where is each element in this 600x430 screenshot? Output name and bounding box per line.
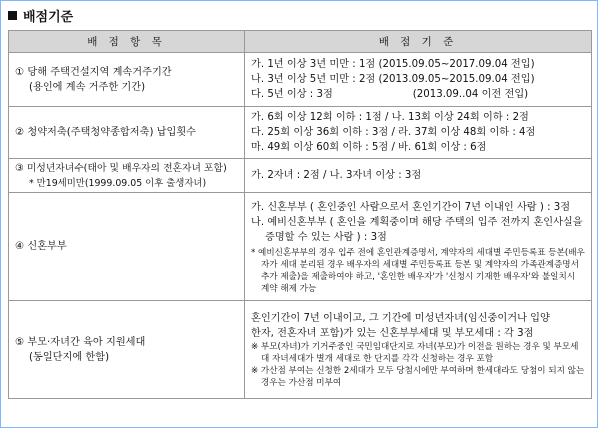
row-item [9,107,245,159]
row-item-text: ③ 미성년자녀수(태아 및 배우자의 전혼자녀 포함) [15,162,227,174]
table-header-row [9,31,592,53]
criteria-line: 증명할 수 있는 사람 ) : 3점 [265,231,387,243]
criteria-line [251,87,585,102]
row-item-text: ① 당해 주택건설지역 계속거주기간 [15,66,172,78]
row-item-text: ④ 신혼부부 [15,241,67,252]
criteria-note: ※ 가산점 부여는 신청한 2세대가 모두 당첨시에만 부여하며 한세대라도 당첨이 되지 않는 경우는 가산점 미부여 [251,365,585,388]
row-criteria [245,193,592,301]
row-item-text: ② 청약저축(주택청약종합저축) 납입횟수 [15,127,197,138]
row-criteria [245,107,592,159]
section-title [8,6,73,25]
criteria-line: 다. 25회 이상 36회 이하 : 3점 / 라. 37회 이상 48회 이하 : 4점 [251,127,536,138]
row-item [9,159,245,193]
row-item [9,193,245,301]
header-item: 배 점 항 목 [9,31,245,53]
row-item-subtext: (동일단지에 한함) [29,351,110,363]
criteria-line: 가. 2자녀 : 2점 / 나. 3자녀 이상 : 3점 [251,170,422,181]
square-bullet-icon [8,11,17,20]
criteria-line-b: (2013.09..04 이전 전입) [412,89,529,100]
table-row [9,301,592,399]
criteria-note: * 예비신혼부부의 경우 입주 전에 혼인관계증명서, 계약자의 세대별 주민등록표 등본(배우자가 세대 분리된 경우 배우자의 세대별 주민등록표 등본 및 계약자의 가족관계증명서 추가 제출)을 제출하여야 하고, '혼인한 배우자'가 '신청시 기재한 배우자'와 불일치시 계약 해제 가능 [251,247,585,294]
row-criteria [245,159,592,193]
row-criteria [245,53,592,107]
table-row [9,159,592,193]
criteria-line: 한자, 전혼자녀 포함)가 있는 신혼부부세대 및 부모세대 : 각 3점 [251,327,534,339]
criteria-line: 가. 1년 이상 3년 미만 : 1점 (2015.09.05~2017.09.04 전입) [251,59,535,70]
criteria-line-a: 다. 5년 이상 : 3점 [251,89,333,100]
criteria-line: 마. 49회 이상 60회 이하 : 5점 / 바. 61회 이상 : 6점 [251,142,487,153]
header-criteria: 배 점 기 준 [245,31,592,53]
criteria-line: 가. 신혼부부 ( 혼인중인 사람으로서 혼인기간이 7년 이내인 사람 ) : 3점 [251,201,571,213]
section-title-text: 배점기준 [23,10,74,25]
row-criteria [245,301,592,399]
table-row [9,107,592,159]
criteria-line: 나. 3년 이상 5년 미만 : 2점 (2013.09.05~2015.09.04 전입) [251,74,535,85]
row-item-text: ⑤ 부모·자녀간 육아 지원세대 [15,336,146,348]
row-item [9,53,245,107]
criteria-line: 혼인기간이 7년 이내이고, 그 기간에 미성년자녀(임신중이거나 입양 [251,312,550,324]
row-item [9,301,245,399]
scoring-table [8,30,592,399]
criteria-note: ※ 부모(자녀)가 기거주중인 국민임대단지로 자녀(부모)가 이전을 원하는 경우 및 부모세대 자녀세대가 별개 세대로 한 단지를 각각 신청하는 경우 포함 [251,341,579,364]
table-row [9,193,592,301]
criteria-line: 나. 예비신혼부부 ( 혼인을 계획중이며 해당 주택의 입주 전까지 혼인사실을 [251,216,583,228]
table-row [9,53,592,107]
row-item-subtext: (용인에 계속 거주한 기간) [29,81,146,93]
row-item-subtext: * 만19세미만(1999.09.05 이후 출생자녀) [29,177,207,189]
criteria-line: 가. 6회 이상 12회 이하 : 1점 / 나. 13회 이상 24회 이하 : 2점 [251,112,529,123]
